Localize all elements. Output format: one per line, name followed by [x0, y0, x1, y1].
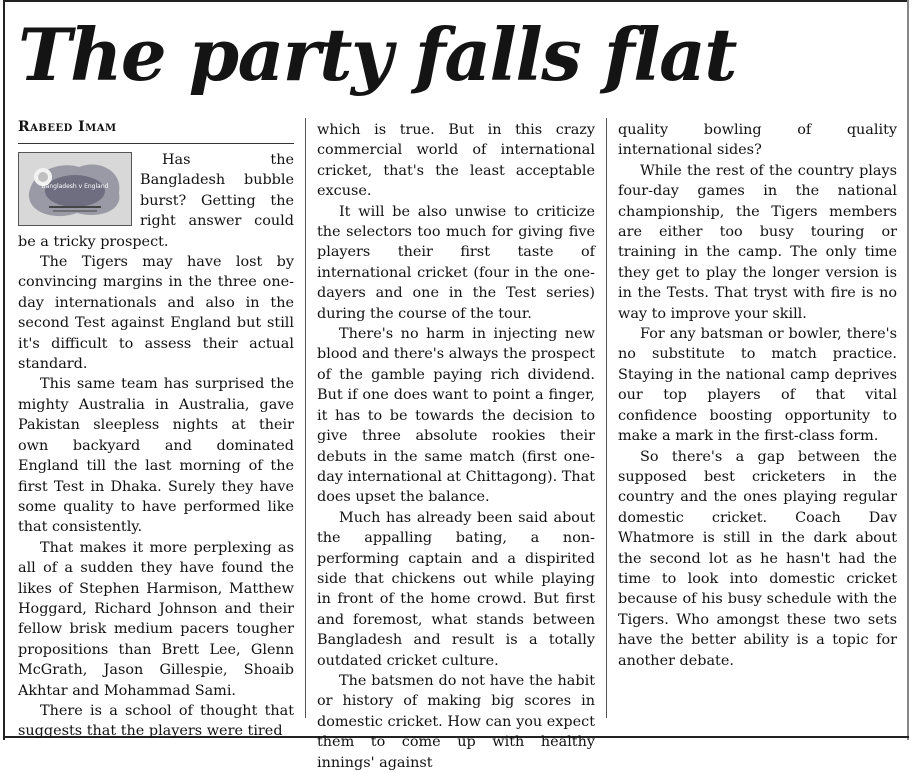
paragraph: While the rest of the country plays four-day games in the national championship, the Tigers members are either too busy touring or training in the camp. The only time they get to play the longer version is in the Tests. That tryst with fire is no way to improve your skill. — [618, 162, 897, 322]
page-border-right — [907, 0, 909, 740]
article-byline: Rabeed Imam — [18, 118, 294, 144]
column-rule-1 — [305, 118, 306, 718]
series-logo — [18, 152, 132, 226]
paragraph: There is a school of thought that suggests that the players were tired — [18, 702, 294, 740]
page-border-left — [3, 0, 5, 740]
series-logo-text: Bangladesh v England — [41, 183, 109, 190]
paragraph: So there's a gap between the supposed best cricketers in the country and the ones playing regular domestic cricket. Coach Dav Whatmore is still in the dark about the second lot as he hasn't had the time to look into domestic cricket because of his busy schedule with the Tigers. Who amongst these two sets have the better ability is a topic for another debate. — [618, 448, 897, 669]
paragraph: Much has already been said about the appalling bating, a non-performing captain and a dispirited side that chickens out while playing in front of the home crowd. But first and foremost, what stands between Bangladesh and result is a totally outdated cricket culture. — [317, 509, 595, 669]
paragraph: The Tigers may have lost by convincing margins in the three one-day internationals and also in the second Test against England but still it's difficult to assess their actual standard. — [18, 254, 294, 373]
article-column-3 — [618, 120, 897, 671]
paragraph: The batsmen do not have the habit or history of making big scores in domestic cricket. How can you expect them to come up with healthy innings' against — [317, 672, 595, 771]
paragraph: There's no harm in injecting new blood and there's always the prospect of the gamble paying rich dividend. But if one does want to point a finger, it has to be towards the decision to give three absolute rookies their debuts in the same match (first one-day international at Chittagong). That does upset the balance. — [317, 326, 595, 506]
page-border-top — [3, 0, 909, 2]
paragraph: That makes it more perplexing as all of a sudden they have found the likes of Stephen Harmison, Matthew Hoggard, Richard Johnson and their fellow brisk medium pacers tougher propositions than Brett Lee, Glenn McGrath, Jason Gillespie, Shoaib Akhtar and Mohammad Sami. — [18, 539, 294, 699]
paragraph: Has the Bangladesh bubble burst? Getting the right answer could be a tricky prospect. — [18, 152, 294, 250]
paragraph: It will be also unwise to criticize the selectors too much for giving five players their first taste of international cricket (four in the one-dayers and one in the Test series) during the course of the tour. — [317, 203, 595, 322]
article-column-1 — [18, 118, 294, 742]
column-rule-2 — [606, 118, 607, 718]
paragraph: which is true. But in this crazy commercial world of international cricket, that's the least acceptable excuse. — [317, 122, 595, 200]
article-column-2 — [317, 120, 595, 773]
paragraph: quality bowling of quality international sides? — [618, 122, 897, 159]
paragraph: For any batsman or bowler, there's no substitute to match practice. Staying in the national camp deprives our top players of that vital confidence boosting opportunity to make a mark in the first-class form. — [618, 326, 897, 445]
article-headline: The party falls flat — [18, 12, 737, 97]
paragraph: This same team has surprised the mighty Australia in Australia, gave Pakistan sleepless nights at their own backyard and dominated England till the last morning of the first Test in Dhaka. Surely they have some quality to have performed like that consistently. — [18, 376, 294, 536]
